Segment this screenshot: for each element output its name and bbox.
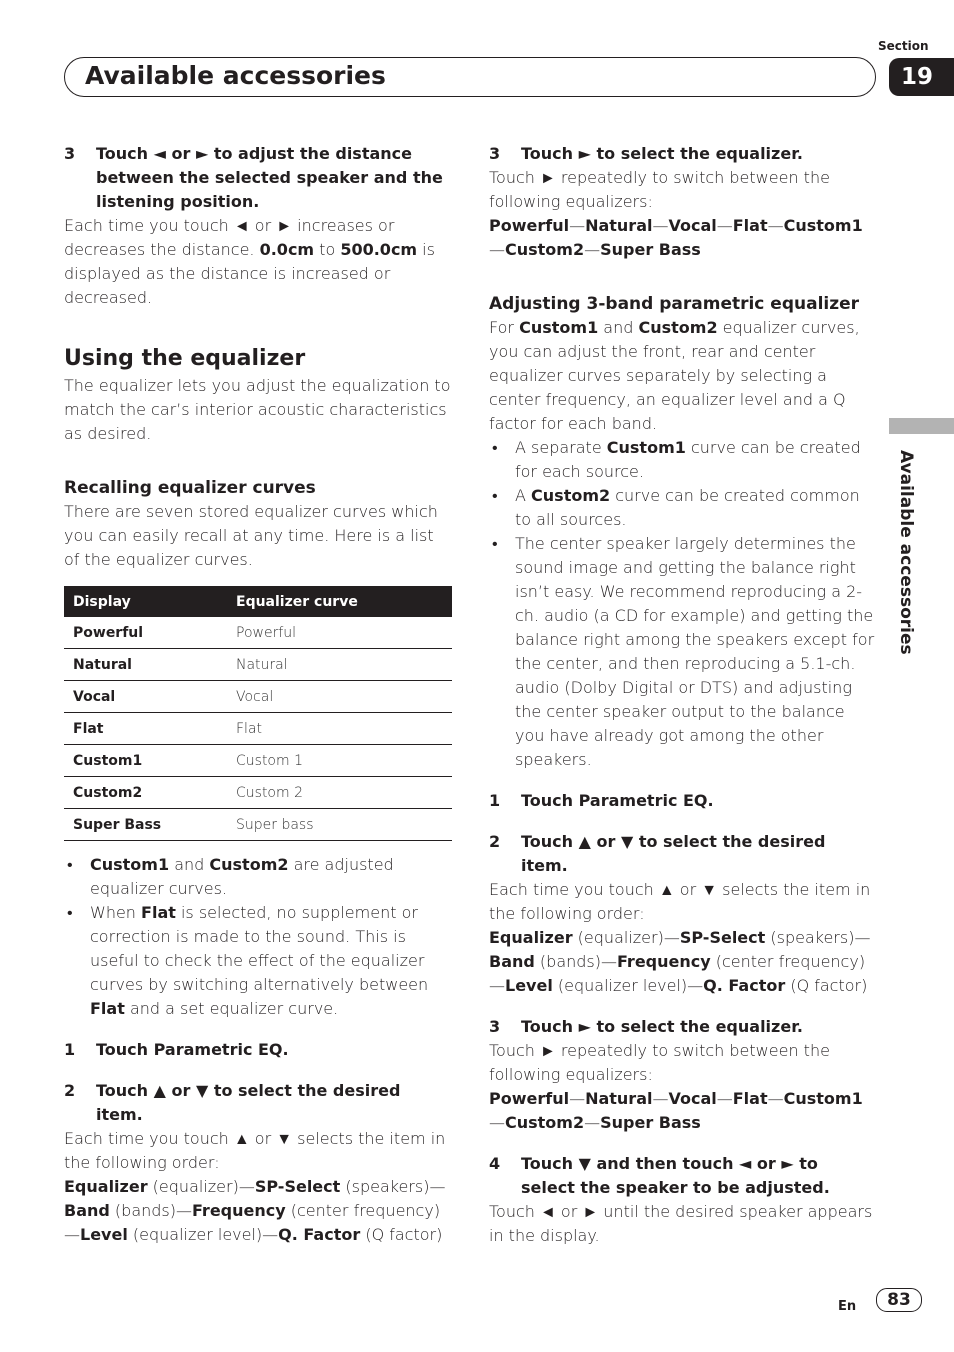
- list-item: • The center speaker largely determines the sound image and getting the balance right isn’t easy. We recommend reproducing a 2-ch. audio (a CD for example) and getting the balance right among the speakers except for the center, and then reproducing a 5.1-ch. audio (Dolby Digital or DTS) and adjusting the center speaker output to the balance you have already got among the other speakers.: [492, 534, 875, 769]
- list-item: • A Custom2 curve can be created common to all sources.: [492, 486, 860, 529]
- recalling-heading: Recalling equalizer curves: [64, 478, 316, 498]
- item-order: Equalizer (equalizer)—SP-Select (speakers)—Band (bands)—Frequency (center frequency)—Level (equalizer level)—Q. Factor (Q factor): [64, 1177, 446, 1244]
- side-tab-label: Available accessories: [896, 450, 916, 655]
- table-header-display: Display: [64, 586, 227, 617]
- equalizer-list: Powerful—Natural—Vocal—Flat—Custom1 —Custom2—Super Bass: [489, 216, 863, 259]
- table-row: Natural Natural: [64, 649, 452, 681]
- language-label: En: [838, 1299, 857, 1314]
- step-1-heading: 1 Touch Parametric EQ.: [489, 791, 714, 810]
- table-header-curve: Equalizer curve: [227, 586, 452, 617]
- table-row: Vocal Vocal: [64, 681, 452, 713]
- page-number: 83: [876, 1288, 922, 1312]
- equalizer-list: Powerful—Natural—Vocal—Flat—Custom1 —Custom2—Super Bass: [489, 1089, 863, 1132]
- recalling-body: There are seven stored equalizer curves which you can easily recall at any time. Here is a list of the equalizer curves.: [64, 502, 438, 569]
- step-3-select-body: Touch ► repeatedly to switch between the following equalizers:: [489, 168, 830, 211]
- step-1-heading: 1 Touch Parametric EQ.: [64, 1040, 289, 1059]
- step-3-select-body: Touch ► repeatedly to switch between the following equalizers:: [489, 1041, 830, 1084]
- step-3-select-heading: 3 Touch ► to select the equalizer.: [489, 144, 803, 163]
- step-3-select-heading: 3 Touch ► to select the equalizer.: [489, 1017, 803, 1036]
- equalizer-curve-table: [64, 586, 452, 841]
- side-tab-marker: [889, 418, 954, 434]
- step-4-heading: 4 Touch ▼ and then touch ◄ or ► to select the speaker to be adjusted.: [489, 1154, 830, 1197]
- page-title: Available accessories: [85, 61, 386, 90]
- list-item: • When Flat is selected, no supplement or correction is made to the sound. This is useful to check the effect of the equalizer curves by switching alternatively between Flat and a set equalizer curve.: [67, 903, 429, 1018]
- section-number-badge: 19: [889, 58, 954, 96]
- step-2-body: Each time you touch ▲ or ▼ selects the item in the following order:: [64, 1129, 446, 1172]
- table-row: Custom2 Custom 2: [64, 777, 452, 809]
- table-row: Custom1 Custom 1: [64, 745, 452, 777]
- step-3-heading: 3 Touch ◄ or ► to adjust the distance between the selected speaker and the listening position.: [64, 144, 443, 211]
- step-2-body: Each time you touch ▲ or ▼ selects the item in the following order:: [489, 880, 871, 923]
- table-row: Powerful Powerful: [64, 617, 452, 649]
- list-item: • A separate Custom1 curve can be created for each source.: [492, 438, 861, 481]
- adjusting-body: For Custom1 and Custom2 equalizer curves, you can adjust the front, rear and center equalizer curves separately by selecting a center frequency, an equalizer level and a Q factor for each band.: [489, 318, 860, 433]
- right-column: [489, 142, 877, 1248]
- right-notes-list: [489, 436, 877, 772]
- list-item: • Custom1 and Custom2 are adjusted equalizer curves.: [67, 855, 394, 898]
- adjusting-heading: Adjusting 3-band parametric equalizer: [489, 294, 860, 314]
- step-2-heading: 2 Touch ▲ or ▼ to select the desired item.: [64, 1081, 401, 1124]
- left-notes-list: [64, 853, 452, 1021]
- left-column: [64, 142, 452, 1247]
- using-equalizer-heading: Using the equalizer: [64, 346, 306, 371]
- item-order: Equalizer (equalizer)—SP-Select (speakers)—Band (bands)—Frequency (center frequency)—Level (equalizer level)—Q. Factor (Q factor): [489, 928, 871, 995]
- step-3-body: Each time you touch ◄ or ► increases or decreases the distance. 0.0cm to 500.0cm is displayed as the distance is increased or decreased.: [64, 216, 435, 307]
- using-equalizer-body: The equalizer lets you adjust the equalization to match the car’s interior acoustic characteristics as desired.: [64, 376, 451, 443]
- table-row: Flat Flat: [64, 713, 452, 745]
- section-label: Section: [878, 39, 929, 53]
- table-row: Super Bass Super bass: [64, 809, 452, 841]
- step-4-body: Touch ◄ or ► until the desired speaker appears in the display.: [489, 1202, 873, 1245]
- step-2-heading: 2 Touch ▲ or ▼ to select the desired item.: [489, 832, 826, 875]
- table-header-row: [64, 586, 452, 617]
